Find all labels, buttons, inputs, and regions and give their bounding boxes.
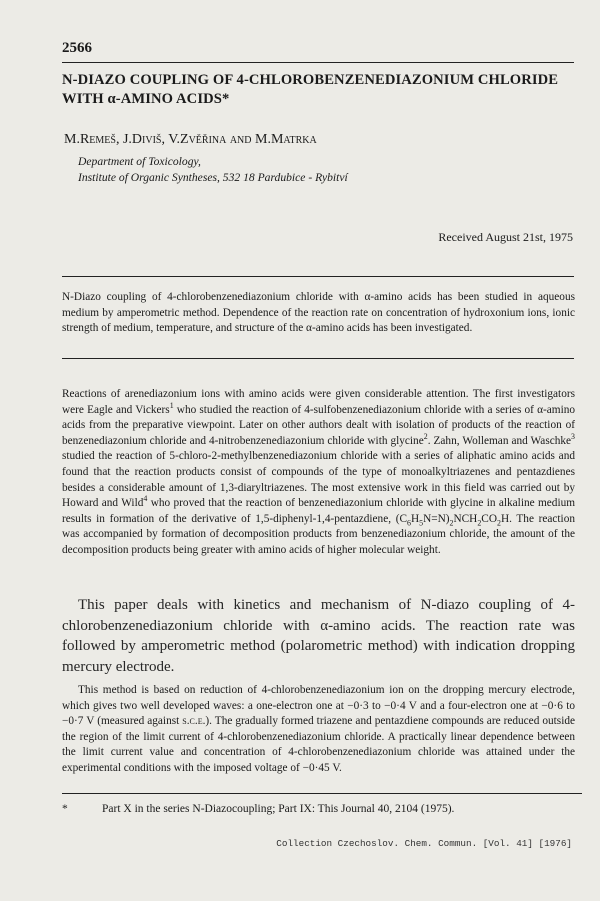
ref-3: 3 — [571, 432, 575, 442]
intro-text-3: . Zahn, Wolleman and Waschke — [427, 434, 572, 447]
footnote — [62, 803, 582, 815]
formula-part: H — [410, 512, 420, 525]
method-text-1: This method is based on reduction of 4-chlorobenzenediazonium ion on the dropping mercury electrode, which gives two well developed waves: a one-electron one at −0·3 to −0·4 V and a four-electron one at −0·6 to −0·7 V (measured against — [62, 684, 575, 728]
footnote-rule — [62, 793, 582, 794]
journal-footer: Collection Czechoslov. Chem. Commun. [Vol. 41] [1976] — [276, 838, 572, 849]
affiliation-line-2: Institute of Organic Syntheses, 532 18 Pardubice - Rybitví — [78, 171, 348, 184]
authors: M.Remeš, J.Diviš, V.Zvěřina and M.Matrka — [64, 132, 317, 147]
formula-part: CO — [481, 512, 497, 525]
ref-4: 4 — [143, 494, 148, 504]
intro-text-2: who studied the reaction of 4-sulfobenzenediazonium chloride with a series of α-amino acids from the preparative viewpoint. Later on other authors dealt with isolation of products of the reaction of benzenediazonium chloride and 4-nitrobenzenediazonium chloride with glycine — [62, 403, 575, 447]
sce-abbrev: s.c.e. — [182, 715, 206, 728]
article-title — [62, 71, 582, 109]
formula-part: N=N) — [423, 512, 450, 525]
formula-sub: 6 — [407, 518, 411, 527]
ref-1: 1 — [169, 400, 174, 410]
intro-text-1: Reactions of arenediazonium ions with amino acids were given considerable attention. The first investigators were Eagle and Vickers — [62, 388, 575, 416]
abstract-bottom-rule — [62, 358, 574, 359]
method-paragraph — [62, 683, 575, 777]
intro-paragraph — [62, 387, 575, 559]
ref-2: 2 — [423, 432, 428, 442]
header-rule — [62, 62, 574, 63]
intro-text-5: who proved that the reaction of benzenediazonium chloride with glycine in alkaline medium results in formation of the derivative of 1,5-diphenyl-1,4-pentazdiene, (C — [62, 497, 576, 525]
formula-sub: 2 — [477, 518, 482, 527]
page-number: 2566 — [62, 40, 92, 56]
intro-text-6: H. The reaction was accompanied by formation of decomposition products from benzenediazonium chloride, the amount of the decomposition products being greater with amino acids of higher molecular weight. — [62, 512, 575, 556]
abstract-top-rule — [62, 276, 574, 277]
abstract: N-Diazo coupling of 4-chlorobenzenediazonium chloride with α-amino acids has been studied in aqueous medium by amperometric method. Dependence of the reaction rate on concentration of hydroxonium ions, ionic strength of medium, temperature, and structure of the α-amino acids has been investigated. — [62, 291, 575, 335]
method-text-2: ). The gradually formed triazene and pentazdiene compounds are reduced outside the region of the limit current of 4-chlorobenzenediazonium chloride. A practically linear dependence between the limit current value and concentration of 4-chlorobenzenediazonium chloride was attained under the experimental conditions with the imposed voltage of −0·45 V. — [62, 715, 575, 774]
aim-paragraph: This paper deals with kinetics and mechanism of N-diazo coupling of 4-chlorobenzenediazonium chloride with α-amino acids. The reaction rate was followed by amperometric method (polarometric method) with indication dropping mercury electrode. — [62, 597, 575, 675]
formula-sub: 2 — [449, 518, 454, 527]
formula-sub: 5 — [419, 518, 424, 527]
received-date: Received August 21st, 1975 — [438, 230, 573, 244]
title-line-2: WITH α-AMINO ACIDS* — [62, 91, 230, 107]
footnote-mark: * — [62, 803, 68, 815]
formula-part: NCH — [453, 512, 478, 525]
intro-text-4: studied the reaction of 5-chloro-2-methylbenzenediazonium chloride with a series of aliphatic amino acids and found that the reaction products consist of compounds of the type of monoalkyltriazenes and pentazdienes besides a considerable amount of 1,3-diaryltriazenes. The most extensive work in this field was carried out by Howard and Wild — [62, 450, 575, 510]
affiliation — [78, 154, 348, 186]
affiliation-line-1: Department of Toxicology, — [78, 155, 201, 168]
footnote-text: Part X in the series N-Diazocoupling; Part IX: This Journal 40, 2104 (1975). — [102, 803, 455, 815]
title-line-1: N-DIAZO COUPLING OF 4-CHLOROBENZENEDIAZONIUM CHLORIDE — [62, 72, 559, 88]
formula-sub: 2 — [497, 518, 501, 527]
